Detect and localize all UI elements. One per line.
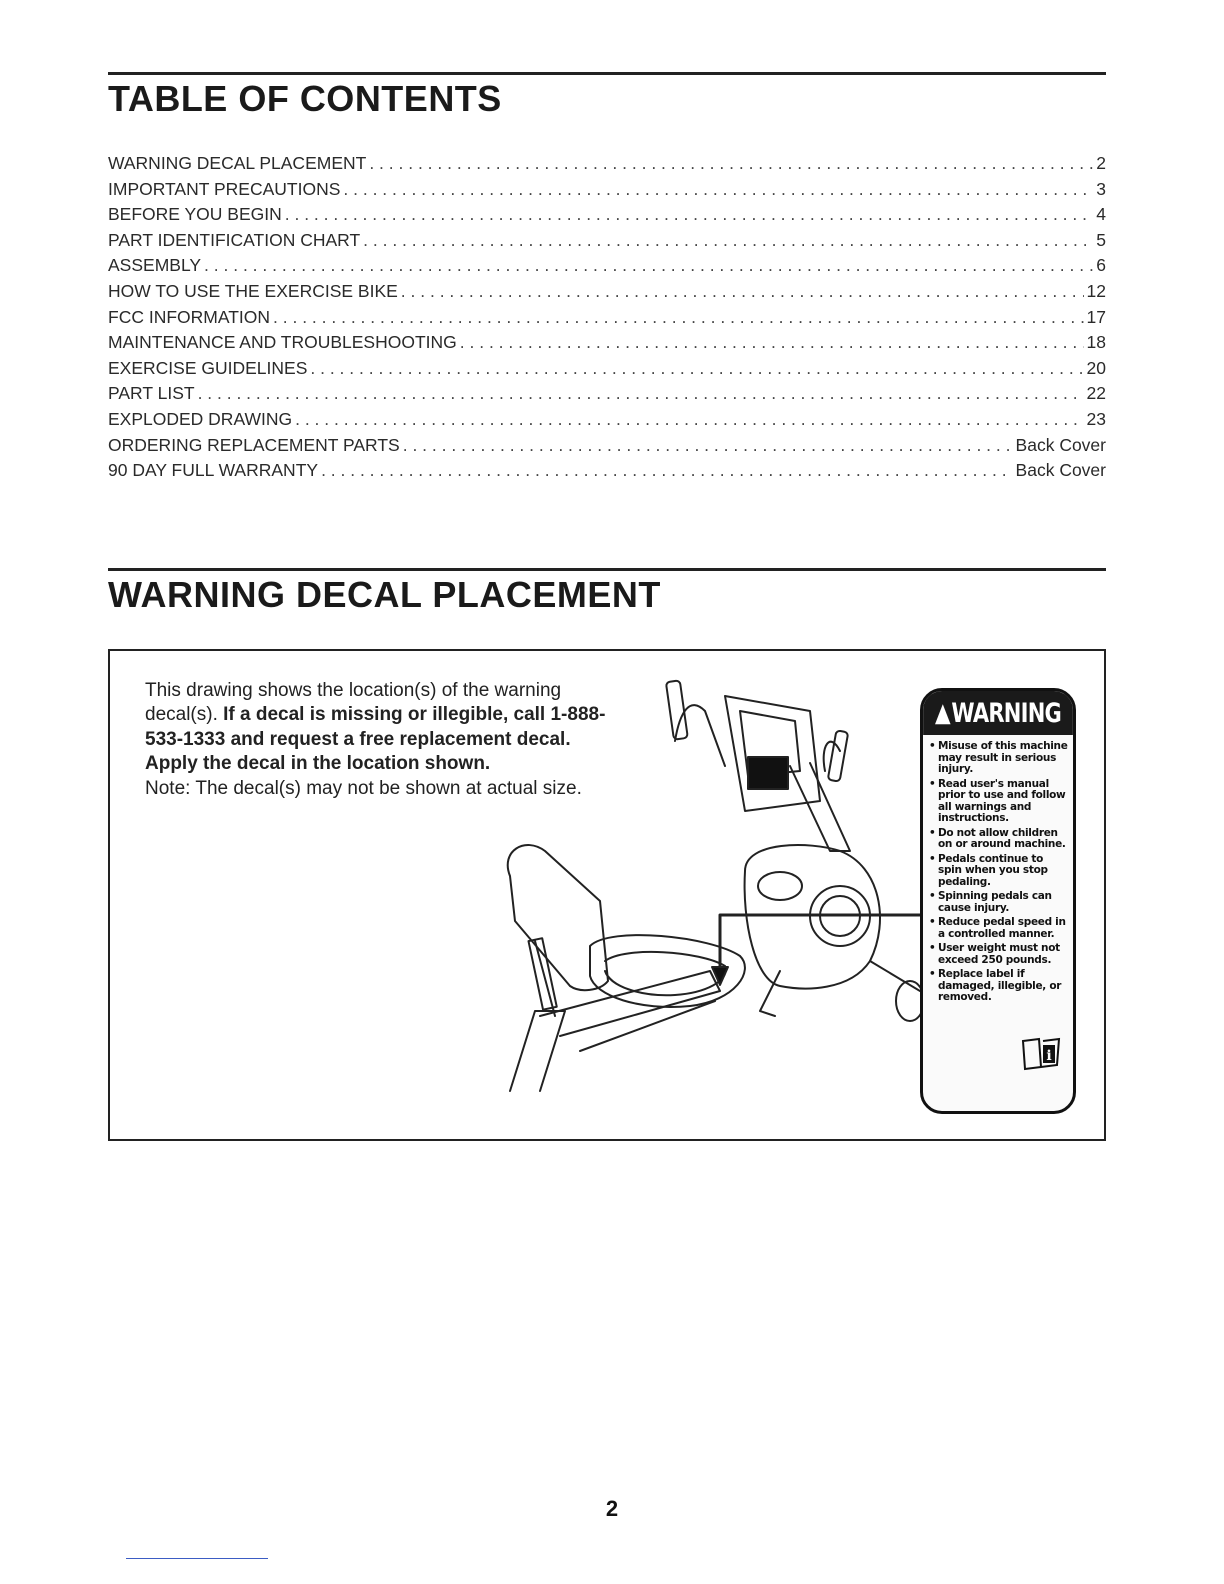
dot-leader [401,281,1084,302]
dot-leader [403,435,1013,456]
dot-leader [204,255,1093,276]
dot-leader [285,204,1094,225]
grip-right [828,730,849,781]
toc-entry[interactable] [108,179,1106,205]
toc-entry-title: WARNING DECAL PLACEMENT [108,153,367,173]
toc-entry-title: EXPLODED DRAWING [108,408,293,429]
toc-entry-page: 3 [1096,178,1106,199]
svg-text:i: i [1046,1048,1052,1064]
toc-entry[interactable] [108,383,1106,409]
seat-handle [528,938,556,1009]
frame-rail-lower [580,1001,715,1051]
toc-entry[interactable] [108,460,1106,486]
toc-entry[interactable] [108,409,1106,435]
toc-entry-page: 23 [1086,408,1106,429]
warning-item: • Replace label if damaged, illegible, or removed. [929,969,1069,1004]
warning-item: • Reduce pedal speed in a controlled manner. [929,917,1069,940]
decal-pointer-arrowhead [712,967,728,985]
warning-decal [920,688,1076,1114]
warning-item: • Misuse of this machine may result in serious injury. [929,741,1069,776]
toc-entry-title: IMPORTANT PRECAUTIONS [108,178,341,199]
toc-entry-title: MAINTENANCE AND TROUBLESHOOTING [108,332,457,353]
front-stabilizer [870,961,920,991]
dot-leader [198,383,1084,404]
warning-decal-title: WARNING [951,697,1062,729]
toc-entry[interactable] [108,204,1106,230]
toc-entry-title: BEFORE YOU BEGIN [108,204,282,225]
warning-heading: WARNING DECAL PLACEMENT [108,574,661,615]
seat-base-inner [605,952,726,995]
toc-top-rule [108,72,1106,75]
decal-pointer-line [720,915,920,971]
warning-item: • Read user's manual prior to use and follow all warnings and instructions. [929,779,1069,825]
exercise-bike-drawing [480,671,920,1111]
decal-placement-panel [108,649,1106,1141]
intro-note: Note: The decal(s) may not be shown at actual size. [145,777,582,799]
toc-entry-page: 17 [1086,306,1106,327]
toc-entry-page: Back Cover [1015,460,1106,481]
stabilizer-cap [896,981,920,1021]
toc-entry[interactable] [108,153,1106,179]
toc-entry-title: HOW TO USE THE EXERCISE BIKE [108,280,398,301]
handlebar-left [675,705,725,766]
toc-entry[interactable] [108,358,1106,384]
pedal-crank [760,971,780,1016]
console-decal-mark [748,757,788,789]
frame-rear-leg [510,1011,565,1091]
toc-entry[interactable] [108,281,1106,307]
toc-entry-page: 20 [1086,357,1106,378]
warning-item: • Spinning pedals can cause injury. [929,891,1069,914]
toc-entry-title: PART LIST [108,383,195,404]
toc-entry[interactable] [108,255,1106,281]
toc-entry-page: 6 [1096,255,1106,276]
dot-leader [273,307,1084,328]
toc-entry-page: 4 [1096,204,1106,225]
warning-item: • Pedals continue to spin when you stop pedaling. [929,854,1069,889]
intro-bold-text: If a decal is missing or illegible, call 1-888-533-1333 and request a free replacement decal. Apply the decal in the location shown. [145,704,606,775]
dot-leader [369,153,1093,174]
manual-info-icon [1021,1037,1061,1071]
warning-top-rule [108,568,1106,571]
toc-entry-page: 5 [1096,229,1106,250]
toc-entry-title: PART IDENTIFICATION CHART [108,229,361,250]
page-number: 2 [605,1496,619,1521]
dot-leader [310,358,1083,379]
toc-entry-page: Back Cover [1015,434,1106,455]
toc-entry[interactable] [108,230,1106,256]
warning-decal-header [923,691,1073,735]
housing-port [758,872,802,900]
dot-leader [343,179,1093,200]
seat-back [508,845,608,990]
toc-entry-page: 2 [1096,153,1106,173]
intro-text: This drawing shows the location(s) of the warning decal(s). [145,680,562,726]
dot-leader [321,460,1012,481]
footer-link-underline [126,1558,268,1559]
toc-entry-page: 18 [1086,332,1106,353]
frame-rail [540,971,720,1036]
toc-entry-page: 22 [1086,383,1106,404]
warning-item: • Do not allow children on or around machine. [929,828,1069,851]
toc-entry-title: 90 DAY FULL WARRANTY [108,460,319,481]
toc-entry-title: FCC INFORMATION [108,306,271,327]
toc-heading: TABLE OF CONTENTS [108,78,502,119]
warning-triangle-icon: ▲ [934,698,950,728]
dot-leader [460,332,1084,353]
dot-leader [295,409,1083,430]
toc-entry[interactable] [108,435,1106,461]
toc-entry-title: EXERCISE GUIDELINES [108,357,308,378]
warning-decal-list [923,741,1073,1004]
toc-entry-page: 12 [1086,280,1106,301]
table-of-contents [108,153,1106,486]
console-body [725,696,820,811]
dot-leader [363,230,1093,251]
toc-entry-title: ASSEMBLY [108,255,202,276]
warning-item: • User weight must not exceed 250 pounds. [929,943,1069,966]
toc-entry[interactable] [108,332,1106,358]
toc-entry[interactable] [108,307,1106,333]
toc-entry-title: ORDERING REPLACEMENT PARTS [108,434,400,455]
